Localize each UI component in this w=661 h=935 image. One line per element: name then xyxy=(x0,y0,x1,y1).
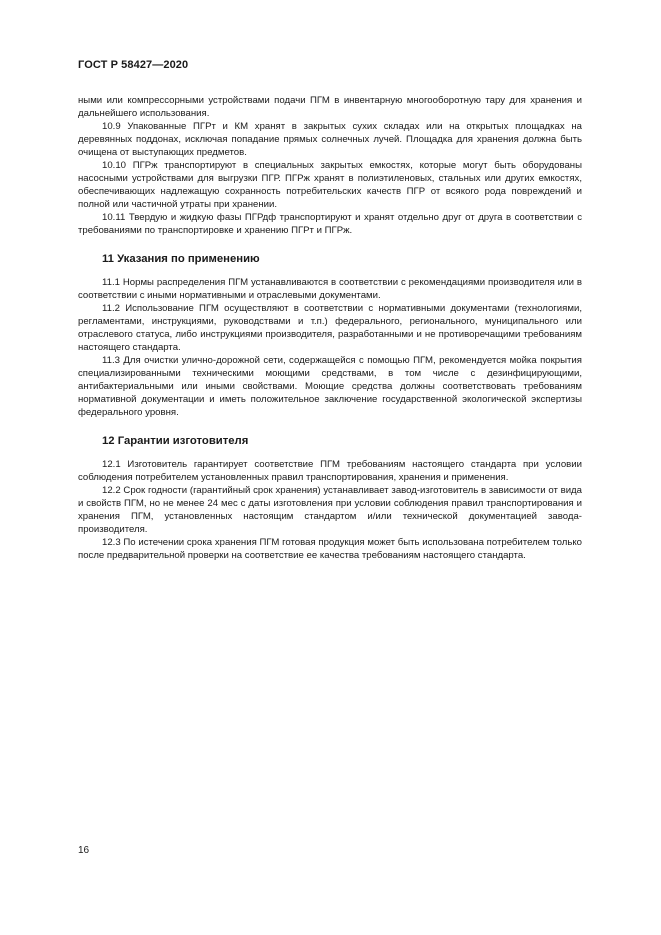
section-11-heading: 11 Указания по применению xyxy=(102,253,260,265)
section-12-heading: 12 Гарантии изготовителя xyxy=(102,435,249,447)
paragraph-10-11: 10.11 Твердую и жидкую фазы ПГРдф транспортируют и хранят отдельно друг от друга в соответствии с требованиями по транспортировке и хранению ПГРт и ПГРж. xyxy=(78,212,582,236)
paragraph-10-9: 10.9 Упакованные ПГРт и КМ хранят в закрытых сухих складах или на открытых площадках на деревянных поддонах, исключая попадание прямых солнечных лучей. Площадка для хранения должна быть очищена от выступающих предметов. xyxy=(78,121,582,158)
paragraph-continuation: ными или компрессорными устройствами подачи ПГМ в инвентарную многооборотную тару для хранения и дальнейшего использования. xyxy=(78,95,582,119)
paragraph-12-3: 12.3 По истечении срока хранения ПГМ готовая продукция может быть использована потребителем только после предварительной проверки на соответствие ее качества требованиям настоящего стандарта. xyxy=(78,537,582,561)
paragraph-10-10: 10.10 ПГРж транспортируют в специальных закрытых емкостях, которые могут быть оборудованы насосными устройствами для выгрузки ПГР. ПГРж хранят в полиэтиленовых, стальных или других емкостях, обеспечивающих надлежащую сохранность потребительских качеств ПГР от всякого рода повреждений и полной или частичной утраты при хранении. xyxy=(78,160,582,210)
page-number: 16 xyxy=(78,845,90,856)
paragraph-12-2: 12.2 Срок годности (гарантийный срок хранения) устанавливает завод-изготовитель в зависимости от вида и свойств ПГМ, но не менее 24 мес с даты изготовления при условии соблюдения правил транспортирования и хранения ПГМ, установленных настоящим стандартом и/или технической документацией завода-производителя. xyxy=(78,485,582,535)
document-body xyxy=(78,94,582,562)
paragraph-11-1: 11.1 Нормы распределения ПГМ устанавливаются в соответствии с рекомендациями производителя или в соответствии с иными нормативными и отраслевыми документами. xyxy=(78,277,582,301)
document-header: ГОСТ Р 58427—2020 xyxy=(78,59,189,71)
paragraph-11-2: 11.2 Использование ПГМ осуществляют в соответствии с нормативными документами (технологиями, регламентами, инструкциями, руководствами и т.п.) федерального, регионального, муниципального или отраслевого статуса, либо инструкциями производителя, разработанными и не противоречащими требованиям настоящего стандарта. xyxy=(78,303,582,353)
paragraph-11-3: 11.3 Для очистки улично-дорожной сети, содержащейся с помощью ПГМ, рекомендуется мойка покрытия специализированными техническими моющими средствами, в том числе с дезинфицирующими, антибактериальными или иными свойствами. Моющие средства должны соответствовать требованиям нормативной документации и иметь положительное заключение государственной экологической экспертизы федерального уровня. xyxy=(78,355,582,418)
paragraph-12-1: 12.1 Изготовитель гарантирует соответствие ПГМ требованиям настоящего стандарта при условии соблюдения потребителем установленных правил транспортирования, хранения и применения. xyxy=(78,459,582,483)
